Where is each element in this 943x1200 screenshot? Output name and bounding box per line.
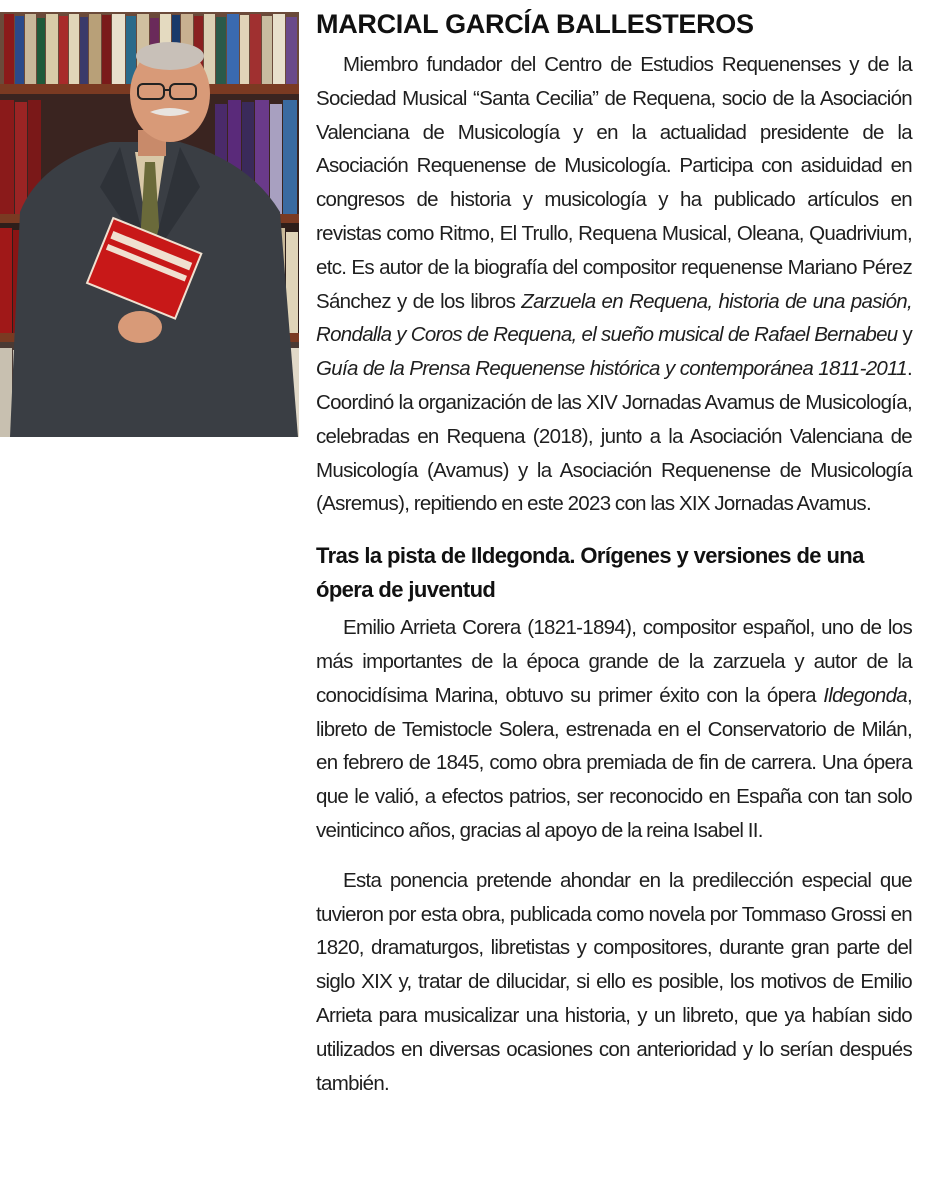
text-column [316, 6, 912, 1100]
bio-conjunction: y [897, 323, 912, 347]
author-bio [316, 48, 912, 521]
bio-text-1: Miembro fundador del Centro de Estudios Requenenses y de la Sociedad Musical “Santa Cecilia” de Requena, socio de la Asociación Valenciana de Musicología y en la actualidad presidente de la Asociación Requenense de Musicología. Participa con asiduidad en congresos de historia y musicología y ha publicado artículos en revistas como Ritmo, El Trullo, Requena Musical, Oleana, Quadrivium, etc. Es autor de la biografía del compositor requenense Mariano Pérez Sánchez y de los libros [316, 53, 912, 313]
talk-title: Tras la pista de Ildegonda. Orígenes y versiones de una ópera de juventud [316, 543, 864, 603]
author-name: MARCIAL GARCÍA BALLESTEROS [316, 9, 754, 39]
opera-title: Ildegonda [823, 683, 907, 707]
talk-paragraph-1 [316, 611, 912, 848]
book-title-2: Guía de la Prensa Requenense histórica y contemporánea 1811-2011 [316, 357, 907, 381]
talk-paragraph-2: Esta ponencia pretende ahondar en la predilección especial que tuvieron por esta obra, publicada como novela por Tommaso Grossi en 1820, dramaturgos, libretistas y compositores, durante gran parte del siglo XIX y, tratar de dilucidar, si ello es posible, los motivos de Emilio Arrieta para musicalizar una historia, y un libreto, que ya habían sido utilizados en diversas ocasiones con anterioridad y lo serían después también. [316, 868, 912, 1095]
talk-text-2: , libreto de Temistocle Solera, estrenada en el Conservatorio de Milán, en febrero de 1845, como obra premiada de fin de carrera. Una ópera que le valió, a efectos patrios, ser reconocido en España con tan solo veinticinco años, gracias al apoyo de la reina Isabel II. [316, 683, 912, 842]
talk-text-1: Emilio Arrieta Corera (1821-1894), compositor español, uno de los más importantes de la época grande de la zarzuela y autor de la conocidísima Marina, obtuvo su primer éxito con la ópera [316, 616, 912, 707]
portrait-illustration [0, 12, 299, 437]
book-title-1: Zarzuela en Requena, historia de una pasión, Rondalla y Coros de Requena, el sueño musical de Rafael Bernabeu [316, 289, 912, 347]
author-photo [0, 12, 299, 437]
bio-text-2: . Coordinó la organización de las XIV Jornadas Avamus de Musicología, celebradas en Requena (2018), junto a la Asociación Valenciana de Musicología (Avamus) y la Asociación Requenense de Musicología (Asremus), repitiendo en este 2023 con las XIX Jornadas Avamus. [316, 357, 912, 516]
